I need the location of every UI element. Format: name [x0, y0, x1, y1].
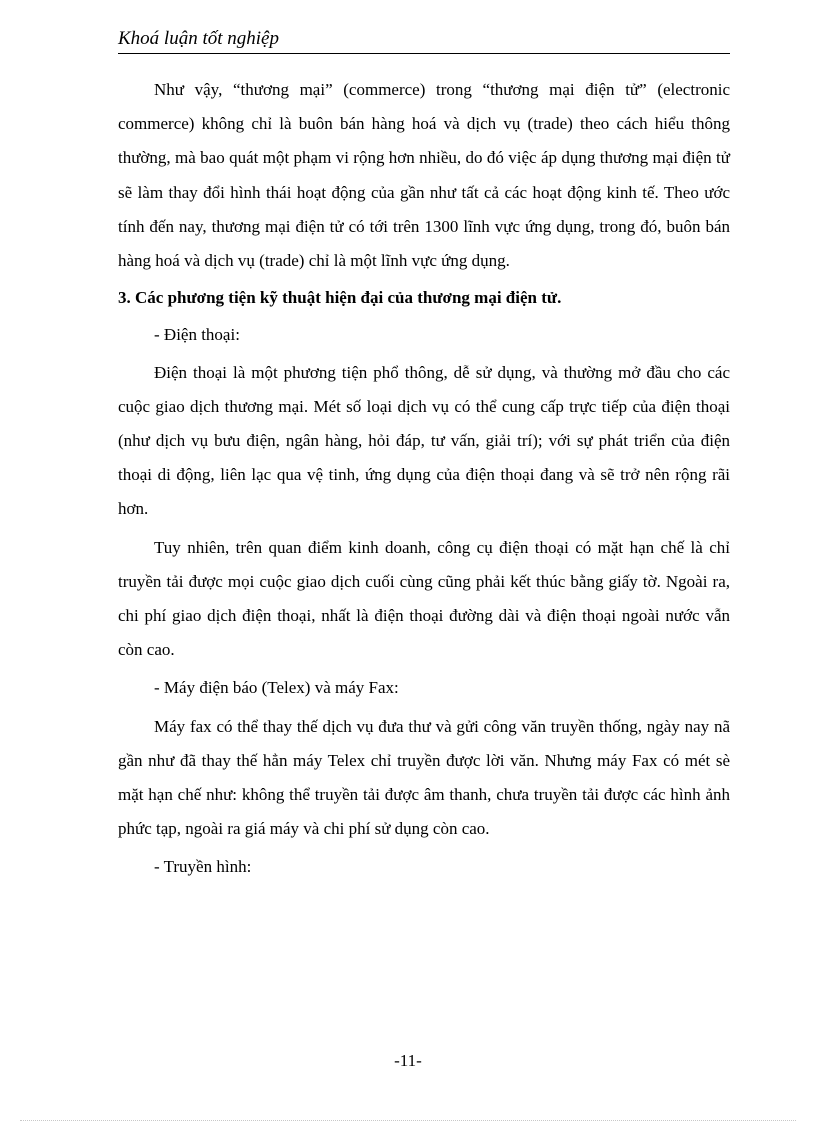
page-number: -11-	[394, 1051, 422, 1070]
subheading-telex-fax: - Máy điện báo (Telex) và máy Fax:	[154, 678, 399, 698]
document-body	[118, 73, 730, 885]
paragraph-telephone-intro: Điện thoại là một phương tiện phổ thông, dễ sử dụng, và thường mở đầu cho các cuộc giao dịch thương mại. Mét số loại dịch vụ có thể cung cấp trực tiếp của điện thoại (như dịch vụ bưu điện, ngân hàng, hỏi đáp, tư vấn, giải trí); với sự phát triển của điện thoại di động, liên lạc qua vệ tinh, ứng dụng của điện thoại đang và sẽ trở nên rộng rãi hơn.	[118, 362, 730, 519]
page-header	[118, 27, 730, 54]
paragraph-telephone-limits: Tuy nhiên, trên quan điểm kinh doanh, công cụ điện thoại có mặt hạn chế là chỉ truyền tải được mọi cuộc giao dịch cuối cùng cũng phải kết thúc bằng giấy tờ. Ngoài ra, chi phí giao dịch điện thoại, nhất là điện thoại đường dài và điện thoại ngoài nước vẫn còn cao.	[118, 537, 730, 660]
page-bottom-divider	[20, 1120, 796, 1121]
subheading-telephone: - Điện thoại:	[154, 325, 240, 345]
subheading-television: - Truyền hình:	[154, 857, 252, 877]
paragraph-fax: Máy fax có thể thay thế dịch vụ đưa thư và gửi công văn truyền thống, ngày nay nã gần như đã thay thế hẳn máy Telex chỉ truyền được lời văn. Nhưng máy Fax có mét sè mặt hạn chế như: không thể truyền tải được âm thanh, chưa truyền tải được các hình ảnh phức tạp, ngoài ra giá máy và chi phí sử dụng còn cao.	[118, 716, 730, 839]
section-heading-3: 3. Các phương tiện kỹ thuật hiện đại của thương mại điện tử.	[118, 288, 562, 308]
header-title: Khoá luận tốt nghiệp	[118, 28, 279, 49]
paragraph-commerce-definition: Như vậy, “thương mại” (commerce) trong “thương mại điện tử” (electronic commerce) không chỉ là buôn bán hàng hoá và dịch vụ (trade) theo cách hiểu thông thường, mà bao quát một phạm vi rộng hơn nhiều, do đó việc áp dụng thương mại điện tử sẽ làm thay đổi hình thái hoạt động của gần như tất cả các hoạt động kinh tế. Theo ước tính đến nay, thương mại điện tử có tới trên 1300 lĩnh vực ứng dụng, trong đó, buôn bán hàng hoá và dịch vụ (trade) chỉ là một lĩnh vực ứng dụng.	[118, 80, 730, 271]
